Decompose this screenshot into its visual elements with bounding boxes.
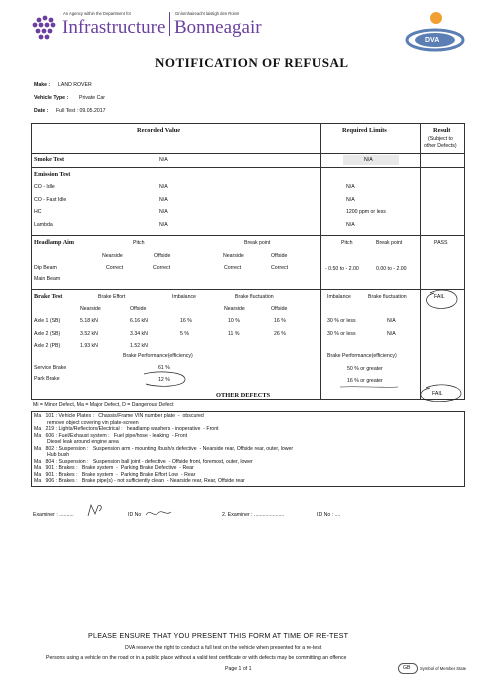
headlamp-aim-label: Headlamp Aim [34,239,75,246]
emission-row-limit: N/A [346,196,355,203]
imbalance-header: Imbalance [172,294,196,300]
axle-off: 6.16 kN [130,318,148,324]
page-number: Page 1 of 1 [225,666,252,672]
headlamp-pitch-offside: Offside [154,253,171,259]
headlamp-break-offside: Offside [271,253,288,259]
emission-row-value: N/A [159,184,168,190]
footer-line-1: DVA reserve the right to conduct a full test on the vehicle when presented for a re-test [125,645,322,651]
defect-legend: Mi = Minor Defect, Ma = Major Defect, D = Dangerous Defect [33,402,174,408]
fluct-offside: Offside [271,306,288,312]
req-breakpoint-header: Break point [376,240,403,246]
headlamp-result: PASS [434,240,448,246]
date-label: Date : [34,108,49,114]
emission-row-value: N/A [159,209,168,215]
fail-circle-mark [424,287,460,313]
defect-line: Hub bush [34,452,70,458]
examiner-2: 2. Examiner : ..................... [222,512,285,518]
axle-imb: 16 % [180,318,192,324]
agency-en-text: An Agency within the Department for [63,11,131,16]
smoke-limit: N/A [364,157,373,163]
axle-off: 1.52 kN [130,343,148,349]
examiner-1-id-label: ID No [128,512,142,518]
service-brake-label: Service Brake [34,365,67,371]
emission-row-limit: N/A [346,221,355,228]
emission-row-limit: 1200 ppm or less [346,209,386,215]
axle-fl-near: 10 % [228,318,240,324]
defect-line: Ma 901 : Brakes : Brake system - Parking Brake Effort Low - Rear [34,471,196,478]
smoke-test-label: Smoke Test [34,156,65,163]
defect-line: Ma 101 : Vehicle Plates : Chassis/Frame VIN number plate - obscured [34,413,204,419]
headlamp-pitch-header: Pitch [133,240,145,246]
emission-row-name: HC [34,209,42,215]
examiner-1: Examiner : .......... [33,512,74,518]
req-pitch-header: Pitch [341,240,353,246]
dip-pitch-near: Correct [106,265,124,271]
emission-test-label: Emission Test [34,171,71,178]
dip-beam-label: Dip Beam [34,265,57,271]
footer-line-2: Persons using a vehicle on the road or in a public place without a valid test certificate or with defects may be committing an offence [46,655,347,661]
axle-name: Axle 1 (SB) [34,318,61,324]
recorded-value-header: Recorded Value [137,127,181,134]
brake-result: FAIL [434,294,445,300]
defect-line: Ma 606 : Fuel/Exhaust system : Fuel pipe/hose - leaking - Front [34,432,188,439]
make-label: Make : [34,82,51,88]
overall-result: FAIL [432,391,443,397]
park-brake-limit-underline [320,376,400,390]
emission-row-name: CO - Fast Idle [34,196,67,203]
gb-symbol-text: GB [403,665,411,671]
defect-line: Ma 804 : Suspension : Suspension ball joint - defective - Offside front, foremost, outer, lower [34,458,253,465]
brake-effort-offside: Offside [130,306,147,312]
result-header: Result [433,127,451,134]
result-subheader-1: (Subject to [428,136,453,142]
emission-row-name: CO - Idle [34,184,55,190]
axle-off: 3.34 kN [130,330,148,337]
brake-effort-nearside: Nearside [80,306,101,312]
required-limits-header: Required Limits [342,127,387,134]
vehicle-type-label: Vehicle Type : [34,95,69,101]
axle-req-imb: 30 % or less [327,318,356,324]
defect-line: Ma 802 : Suspension : Suspension arm - mounting /bush/s defective - Nearside rear, Offside rear, outer, lower [34,445,294,452]
axle-name: Axle 2 (SB) [34,330,61,337]
axle-near: 5.18 kN [80,318,98,324]
brand-ga-text: Bonneagair [174,17,262,38]
axle-near: 3.52 kN [80,330,98,337]
fluct-nearside: Nearside [224,306,245,312]
axle-req-imb: 30 % or less [327,330,356,337]
vehicle-type-value: Private Car [79,95,105,101]
date-value: Full Test : 09.05.2017 [56,108,106,114]
agency-ga-text: Gníomhaireacht laistigh den Roinn [175,11,240,16]
park-brake-limit: 16 % or greater [347,378,383,384]
page-title: NOTIFICATION OF REFUSAL [155,55,349,70]
dva-text: DVA [425,37,440,44]
park-brake-label: Park Brake [34,376,60,382]
retest-notice: PLEASE ENSURE THAT YOU PRESENT THIS FORM AT TIME OF RE-TEST [88,631,349,640]
axle-fl-near: 11 % [228,330,240,337]
defect-line: Ma 219 : Lights/Reflectors/Electrical : headlamp washers - inoperative - Front [34,426,219,432]
headlamp-breakpoint-header: Break point [244,240,271,246]
make-value: LAND ROVER [58,82,92,88]
axle-name: Axle 2 (PB) [34,343,61,349]
examiner-signature [86,502,106,518]
dva-logo [405,8,465,52]
brake-fluctuation-header: Brake fluctuation [235,294,274,300]
service-brake-limit: 50 % or greater [347,366,383,372]
dva-emblem-icon [405,8,465,52]
examiner-2-id: ID No : .... [317,512,341,518]
dip-pitch-off: Correct [153,265,171,271]
headlamp-break-nearside: Nearside [223,253,244,259]
defect-line: remove object covering vin plate-screen [34,419,139,426]
req-imbalance-header: Imbalance [327,294,351,300]
result-subheader-2: other Defects) [424,143,457,149]
emission-row-value: N/A [159,196,168,203]
headlamp-pitch-nearside: Nearside [102,253,123,259]
defect-line: Ma 906 : Brakes : Brake pipe(s) - not sufficiently clean - Nearside rear, Rear, Offside rear [34,478,245,484]
defect-line: Ma 901 : Brakes : Brake system - Parking Brake Defective - Rear [34,465,194,471]
axle-req-fl: N/A [387,330,396,337]
id-signature [144,506,174,520]
gb-caption: Symbol of Member State [420,666,467,671]
service-brake-value: 61 % [158,365,170,371]
brand-en-text: Infrastructure [62,17,166,38]
req-fluctuation-header: Brake fluctuation [368,294,407,300]
emission-row-limit: N/A [346,184,355,190]
brake-effort-header: Brake Effort [98,294,126,300]
dip-break-near: Correct [224,265,242,271]
emission-row-value: N/A [159,221,168,228]
dots-logo-icon [30,14,60,44]
brake-performance-header: Brake Performance(efficiency) [123,353,193,359]
park-brake-circle-mark [140,365,190,390]
park-brake-value: 12 % [158,377,170,383]
emission-row-name: Lambda [34,221,53,228]
dip-limit-pitch: - 0.50 to - 2.00 [325,266,359,272]
axle-fl-off: 26 % [274,330,286,337]
dip-break-off: Correct [271,265,289,271]
other-defects-title: OTHER DEFECTS [216,392,271,399]
defect-line: Diesel leak around engine area [34,439,119,445]
smoke-value: N/A [159,157,168,163]
main-beam-label: Main Beam [34,276,61,282]
results-table [31,123,465,400]
req-brake-performance-header: Brake Performance(efficiency) [327,353,397,359]
dip-limit-break: 0.00 to - 2.00 [376,266,407,272]
brake-test-label: Brake Test [34,293,63,300]
axle-near: 1.93 kN [80,343,98,349]
axle-imb: 5 % [180,330,189,337]
axle-req-fl: N/A [387,318,396,324]
axle-fl-off: 16 % [274,318,286,324]
logo-divider [169,12,170,36]
